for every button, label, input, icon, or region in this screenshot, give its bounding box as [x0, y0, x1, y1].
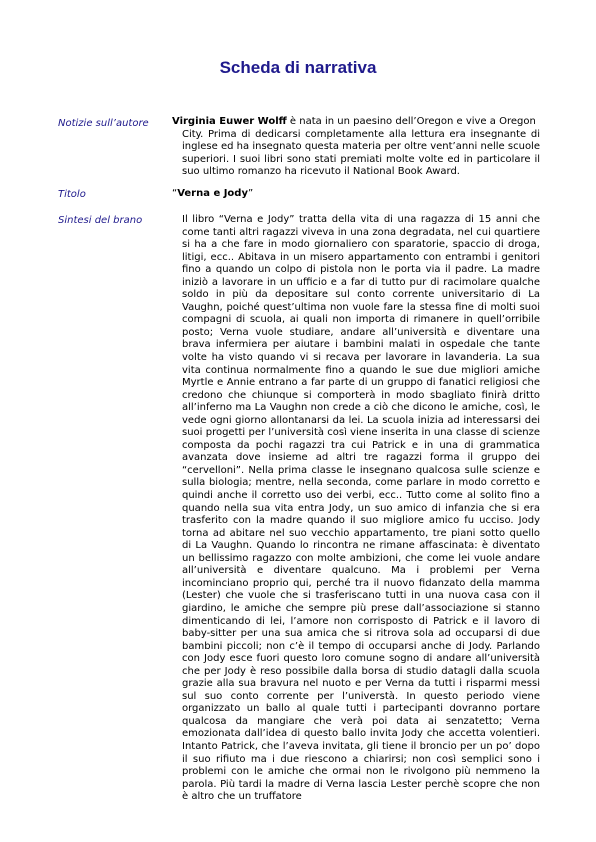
- author-label: Notizie sull’autore: [58, 118, 149, 129]
- author-bio: City. Prima di dedicarsi completamente alla lettura era insegnante di inglese ed ha insegnato questa materia per oltre vent’anni nelle scuole superiori. I suoi libri sono stati premiati molte volte ed in particolare il suo ultimo romanzo ha ricevuto il National Book Award.: [182, 128, 540, 177]
- open-quote: “: [172, 188, 178, 199]
- book-title-value: [172, 188, 532, 201]
- synopsis-label: Sintesi del brano: [58, 215, 143, 226]
- book-title: Verna e Jody: [177, 188, 248, 199]
- synopsis-paragraph: Il libro “Verna e Jody” tratta della vita di una ragazza di 15 anni che come tanti altri ragazzi viveva in una zona degradata, nel cui quartiere si ha a che fare in modo giornaliero con sparatorie, spaccio di droga, litigi, ecc.. Abitava in un misero appartamento con entrambi i genitori fino a quando un colpo di pistola non le porta via il padre. La madre iniziò a lavorare in un ufficio e a far di tutto pur di racimolare qualche soldo in più da depositare sul conto corrente universitario di La Vaughn, poiché quest’ultima non vuole fare la stessa fine di molti suoi compagni di scuola, ai quali non importa di rimanere in quell’orribile posto; Verna vuole studiare, andare all’università e diventare una brava infermiera per aiutare i bambini malati in ospedale che tante volte ha visto quando vi si recava per lavorare in lavanderia. La sua vita continua normalmente fino a quando le sue due migliori amiche Myrtle e Annie entrano a far parte di un gruppo di fanatici religiosi che credono che chiunque si comporterà in modo sbagliato finirà dritto all’inferno ma La Vaughn non crede a ciò che dicono le amiche, così, le vede ogni giorno allontanarsi da lei. La scuola inizia ad interessarsi dei suoi progetti per l’università così viene inserita in una classe di scienze composta da pochi ragazzi tra cui Patrick e in una di grammatica avanzata dove insieme ad altri tre ragazzi forma il gruppo dei “cervelloni”. Nella prima classe le insegnano qualcosa sulle scienze e sulla biologia; mentre, nella seconda, come parlare in modo corretto e quindi anche il corretto uso dei verbi, ecc.. Tutto come al solito fino a quando nella sua vita entra Jody, un suo amico di infanzia che si era trasferito con la madre quando il suo migliore amico fu ucciso. Jody torna ad abitare nel suo vecchio appartamento, tre piani sotto quello di La Vaughn. Quando lo rincontra ne rimane affascinata: è diventato un bellissimo ragazzo con molte ambizioni, che come lei vuole andare all’università e diventare qualcuno. Ma i problemi per Verna incominciano proprio qui, perché tra il nuovo fidanzato della mamma (Lester) che vuole che si trasferiscano tutti in una nuova casa con il giardino, le amiche che sempre più prese dall’associazione si stanno dimenticando di lei, l’amore non corrisposto di Patrick e il lavoro di baby-sitter per una sua amica che si ritrova sola ad occuparsi di due bambini piccoli; non c’è il tempo di occuparsi anche di Jody. Parlando con Jody esce fuori questo loro comune sogno di andare all’università che per Jody è reso possibile dalla borsa di studio datagli dalla scuola grazie alla sua bravura nel nuoto e per Verna da tutti i risparmi messi sul suo conto corrente per l’universtà. In questo periodo viene organizzato un ballo al quale tutti i partecipanti dovranno portare qualcosa da mangiare che verà poi data ai senzatetto; Verna emozionata dall’idea di questo ballo invita Jody che accetta volentieri. Intanto Patrick, che l’aveva invitata, gli tiene il broncio per un po’ dopo il suo rifiuto ma i due riescono a chiarirsi; non così semplici sono i problemi con le amiche che ormai non le rivolgono più nemmeno la parola. Più tardi la madre di Verna lascia Lester perchè scopre che non è altro che un truffatore: [182, 214, 540, 803]
- author-name: Virginia Euwer Wolff: [172, 116, 287, 127]
- title-label: Titolo: [58, 189, 86, 200]
- close-quote: ”: [247, 188, 254, 199]
- page-title: Scheda di narrativa: [219, 58, 377, 77]
- author-first-rest: è nata in un paesino dell’Oregon e vive a Oregon: [286, 116, 536, 127]
- synopsis-text: [182, 214, 540, 804]
- author-info: [172, 116, 540, 179]
- author-first-line: [172, 116, 540, 129]
